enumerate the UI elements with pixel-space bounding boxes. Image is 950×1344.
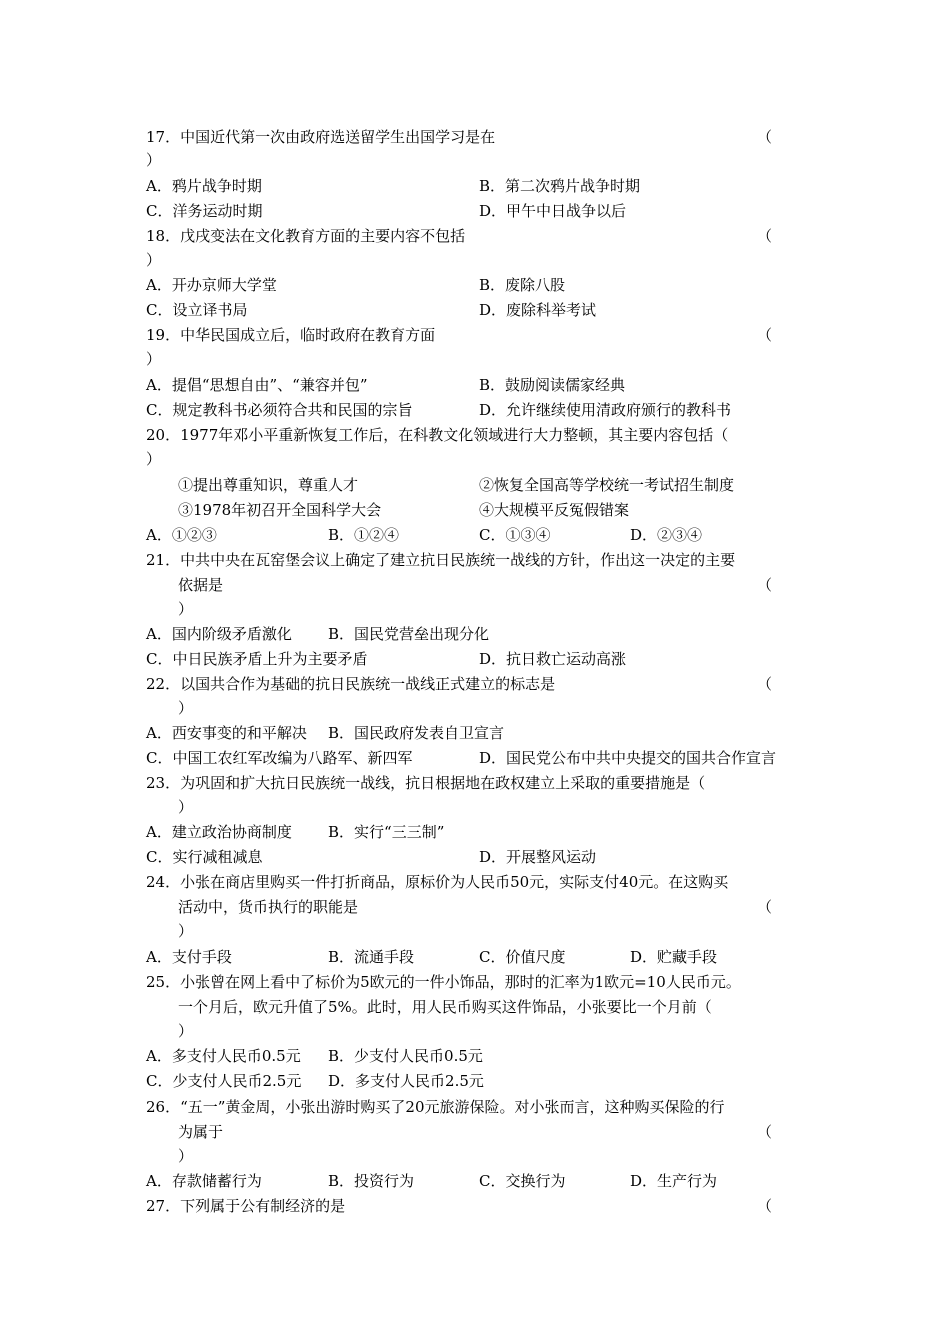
question-20-item-3: ③1978年初召开全国科学大会	[178, 501, 382, 519]
question-24-open-paren: （	[757, 898, 773, 916]
question-27-stem: 27．下列属于公有制经济的是	[146, 1197, 346, 1215]
question-18-stem: 18．戊戌变法在文化教育方面的主要内容不包括	[146, 227, 466, 245]
question-20-option-b: B．①②④	[328, 526, 400, 544]
question-18-option-b: B．废除八股	[479, 276, 566, 294]
question-26-option-a: A．存款储蓄行为	[146, 1172, 262, 1190]
question-19-option-b: B．鼓励阅读儒家经典	[479, 376, 626, 394]
question-21-option-c: C．中日民族矛盾上升为主要矛盾	[146, 650, 368, 668]
question-23-option-c: C．实行减租减息	[146, 848, 263, 866]
question-20-close-paren: ）	[146, 450, 162, 468]
question-21-option-a: A．国内阶级矛盾激化	[146, 625, 292, 643]
question-23-option-b: B．实行“三三制”	[328, 823, 445, 841]
question-21-option-b: B．国民党营垒出现分化	[328, 625, 490, 643]
question-18-option-d: D．废除科举考试	[479, 301, 597, 319]
question-21-open-paren: （	[757, 576, 773, 594]
question-25-option-d: D．多支付人民币2.5元	[328, 1072, 484, 1090]
question-20-item-1: ①提出尊重知识，尊重人才	[178, 476, 359, 494]
question-24-stem-line-2: 活动中，货币执行的职能是	[178, 898, 359, 916]
question-20-item-4: ④大规模平反冤假错案	[479, 501, 630, 519]
question-19-stem: 19．中华民国成立后，临时政府在教育方面	[146, 326, 436, 344]
question-19-open-paren: （	[757, 326, 773, 344]
question-20-option-a: A．①②③	[146, 526, 217, 544]
question-26-open-paren: （	[757, 1123, 773, 1141]
question-21-stem-line-2: 依据是	[178, 576, 224, 594]
question-17-option-b: B．第二次鸦片战争时期	[479, 177, 641, 195]
question-25-option-c: C．少支付人民币2.5元	[146, 1072, 302, 1090]
question-20-option-d: D．②③④	[630, 526, 703, 544]
question-22-open-paren: （	[757, 675, 773, 693]
question-19-option-d: D．允许继续使用清政府颁行的教科书	[479, 401, 732, 419]
question-24-option-d: D．贮藏手段	[630, 948, 718, 966]
question-20-option-c: C．①③④	[479, 526, 551, 544]
question-17-open-paren: （	[757, 128, 773, 146]
question-24-stem-line-1: 24．小张在商店里购买一件打折商品，原标价为人民币50元，实际支付40元。在这购买	[146, 873, 729, 891]
question-25-option-a: A．多支付人民币0.5元	[146, 1047, 301, 1065]
question-23-option-a: A．建立政治协商制度	[146, 823, 292, 841]
question-22-stem: 22．以国共合作为基础的抗日民族统一战线正式建立的标志是	[146, 675, 556, 693]
question-23-close-paren: ）	[178, 798, 194, 816]
question-21-close-paren: ）	[178, 600, 194, 618]
question-18-open-paren: （	[757, 227, 773, 245]
question-17-option-d: D．甲午中日战争以后	[479, 202, 627, 220]
question-25-stem-line-1: 25．小张曾在网上看中了标价为5欧元的一件小饰品，那时的汇率为1欧元=10人民币元。	[146, 973, 741, 991]
question-20-stem: 20．1977年邓小平重新恢复工作后，在科教文化领域进行大力整顿，其主要内容包括（	[146, 426, 729, 444]
question-17-option-a: A．鸦片战争时期	[146, 177, 262, 195]
question-26-option-c: C．交换行为	[479, 1172, 566, 1190]
question-22-option-a: A．西安事变的和平解决	[146, 724, 307, 742]
question-18-option-a: A．开办京师大学堂	[146, 276, 277, 294]
question-21-stem-line-1: 21．中共中央在瓦窑堡会议上确定了建立抗日民族统一战线的方针，作出这一决定的主要	[146, 551, 736, 569]
question-19-close-paren: ）	[146, 350, 162, 368]
question-21-option-d: D．抗日救亡运动高涨	[479, 650, 627, 668]
question-24-option-b: B．流通手段	[328, 948, 415, 966]
question-25-close-paren: ）	[178, 1022, 194, 1040]
question-26-option-b: B．投资行为	[328, 1172, 415, 1190]
question-26-option-d: D．生产行为	[630, 1172, 718, 1190]
question-22-close-paren: ）	[178, 699, 194, 717]
question-26-close-paren: ）	[178, 1147, 194, 1165]
question-26-stem-line-2: 为属于	[178, 1123, 224, 1141]
question-18-option-c: C．设立译书局	[146, 301, 248, 319]
question-20-item-2: ②恢复全国高等学校统一考试招生制度	[479, 476, 735, 494]
question-22-option-d: D．国民党公布中共中央提交的国共合作宣言	[479, 749, 777, 767]
question-25-option-b: B．少支付人民币0.5元	[328, 1047, 483, 1065]
question-24-close-paren: ）	[178, 922, 194, 940]
question-25-stem-line-2: 一个月后，欧元升值了5%。此时，用人民币购买这件饰品，小张要比一个月前（	[178, 998, 712, 1016]
question-17-option-c: C．洋务运动时期	[146, 202, 263, 220]
question-24-option-c: C．价值尺度	[479, 948, 566, 966]
question-27-open-paren: （	[757, 1197, 773, 1215]
question-19-option-c: C．规定教科书必须符合共和民国的宗旨	[146, 401, 413, 419]
question-26-stem-line-1: 26．“五一”黄金周，小张出游时购买了20元旅游保险。对小张而言，这种购买保险的行	[146, 1098, 725, 1116]
question-19-option-a: A．提倡“思想自由”、“兼容并包”	[146, 376, 368, 394]
question-22-option-c: C．中国工农红军改编为八路军、新四军	[146, 749, 413, 767]
question-17-stem: 17．中国近代第一次由政府选送留学生出国学习是在	[146, 128, 496, 146]
question-23-stem: 23．为巩固和扩大抗日民族统一战线，抗日根据地在政权建立上采取的重要措施是（	[146, 774, 706, 792]
question-22-option-b: B．国民政府发表自卫宣言	[328, 724, 505, 742]
question-18-close-paren: ）	[146, 251, 162, 269]
question-24-option-a: A．支付手段	[146, 948, 232, 966]
question-23-option-d: D．开展整风运动	[479, 848, 597, 866]
question-17-close-paren: ）	[146, 151, 162, 169]
